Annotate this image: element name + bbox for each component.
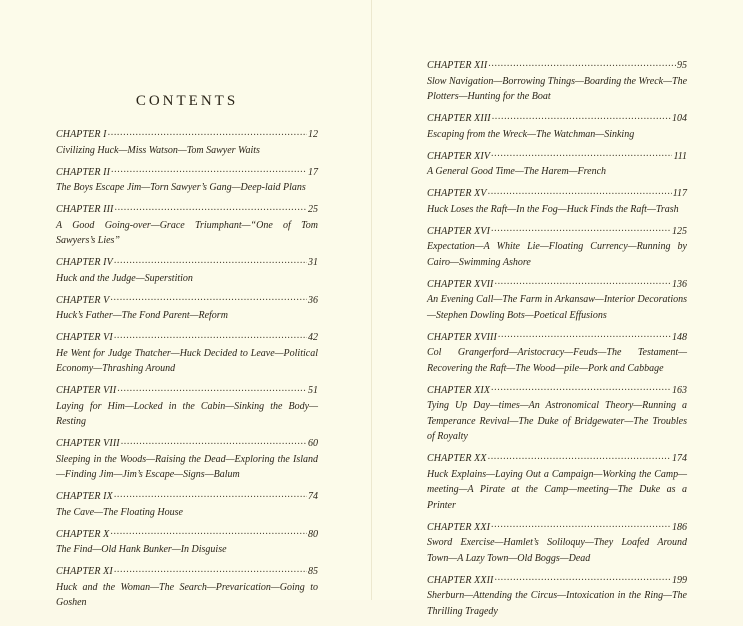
chapter-description: An Evening Call—The Farm in Arkansaw—Interior Decorations—Stephen Dowling Bots—Poetical Effusions [427, 294, 687, 321]
chapter-description: Huck’s Father—The Fond Parent—Reform [56, 310, 228, 321]
chapter-description: Escaping from the Wreck—The Watchman—Sinking [427, 128, 635, 140]
chapter-label: CHAPTER VIII [56, 438, 120, 449]
toc-entry[interactable] [427, 451, 687, 513]
chapter-label: CHAPTER IV [56, 257, 113, 268]
page-number: 12 [308, 129, 318, 140]
dot-leader [108, 127, 307, 137]
dot-leader [110, 293, 307, 303]
page-number: 51 [308, 385, 318, 396]
dot-leader [494, 573, 671, 583]
dot-leader [498, 330, 671, 340]
page-number: 199 [672, 574, 687, 586]
page-number: 60 [308, 438, 318, 449]
toc-entry[interactable] [427, 186, 687, 217]
book-gutter [371, 0, 372, 600]
contents-heading: CONTENTS [135, 93, 239, 109]
chapter-description: Civilizing Huck—Miss Watson—Tom Sawyer Waits [56, 144, 260, 156]
chapter-description: The Find—Old Hank Bunker—In Disguise [56, 544, 227, 555]
chapter-label: CHAPTER I [56, 129, 107, 140]
dot-leader [488, 58, 676, 68]
toc-entry[interactable] [427, 58, 687, 105]
dot-leader [121, 436, 307, 446]
toc-entry[interactable] [56, 330, 318, 377]
chapter-description: Expectation—A White Lie—Floating Currency—Running by Cairo—Swimming Ashore [427, 241, 687, 268]
chapter-description: Col Grangerford—Aristocracy—Feuds—The Testament—Recovering the Raft—The Wood—pile—Pork and Cabbage [427, 347, 687, 374]
chapter-description: Sword Exercise—Hamlet’s Soliloquy—They Loafed Around Town—A Lazy Town—Old Boggs—Dead [427, 537, 687, 564]
page-number: 111 [673, 150, 687, 162]
dot-leader [488, 451, 671, 461]
page-number: 42 [308, 332, 318, 343]
toc-entry[interactable] [56, 293, 318, 324]
dot-leader [491, 383, 671, 393]
page-number: 186 [672, 521, 687, 533]
chapter-description: Huck Loses the Raft—In the Fog—Huck Finds the Raft—Trash [427, 203, 679, 215]
chapter-label: CHAPTER V [56, 294, 110, 306]
chapter-label: CHAPTER XXII [427, 574, 494, 586]
toc-entry[interactable] [56, 383, 318, 430]
chapter-label: CHAPTER XV [427, 188, 487, 199]
page-number: 104 [672, 113, 687, 124]
toc-entry[interactable] [56, 255, 318, 286]
dot-leader [491, 224, 671, 234]
chapter-label: CHAPTER XIV [427, 150, 491, 162]
dot-leader [114, 255, 307, 265]
dot-leader [114, 564, 307, 574]
dot-leader [114, 330, 307, 340]
page-number: 163 [672, 384, 687, 396]
chapter-description: Huck Explains—Laying Out a Campaign—Working the Camp—meeting—A Pirate at the Camp—meeting—The Duke as a Printer [427, 468, 687, 511]
chapter-label: CHAPTER XVIII [427, 331, 497, 343]
dot-leader [114, 202, 307, 212]
chapter-label: CHAPTER III [56, 204, 114, 215]
page-number: 17 [308, 166, 318, 178]
chapter-label: CHAPTER X [56, 528, 110, 540]
left-page-toc [56, 127, 318, 617]
page-number: 136 [672, 278, 687, 290]
chapter-label: CHAPTER XI [56, 566, 113, 577]
toc-entry[interactable] [56, 527, 318, 558]
page-number: 95 [677, 60, 687, 71]
toc-entry[interactable] [427, 520, 687, 567]
chapter-label: CHAPTER XVI [427, 225, 491, 237]
chapter-label: CHAPTER II [56, 166, 111, 178]
chapter-label: CHAPTER XVII [427, 278, 494, 290]
dot-leader [494, 277, 671, 287]
page-number: 148 [672, 331, 687, 343]
toc-entry[interactable] [56, 564, 318, 611]
chapter-description: The Cave—The Floating House [56, 506, 183, 518]
toc-entry[interactable] [427, 277, 687, 324]
page-number: 85 [308, 566, 318, 577]
chapter-label: CHAPTER XIII [427, 113, 491, 124]
toc-entry[interactable] [56, 202, 318, 249]
dot-leader [111, 165, 307, 175]
chapter-label: CHAPTER IX [56, 491, 113, 502]
dot-leader [110, 527, 307, 537]
chapter-label: CHAPTER XII [427, 60, 488, 71]
dot-leader [114, 489, 307, 499]
chapter-description: Laying for Him—Locked in the Cabin—Sinking the Body—Resting [56, 400, 318, 427]
chapter-label: CHAPTER XXI [427, 521, 491, 533]
chapter-description: Sleeping in the Woods—Raising the Dead—Exploring the Island—Finding Jim—Jim’s Escape—Signs—Balum [56, 453, 318, 480]
chapter-description: Sherburn—Attending the Circus—Intoxication in the Ring—The Thrilling Tragedy [427, 590, 687, 617]
right-page-toc [427, 58, 687, 626]
chapter-description: Huck and the Woman—The Search—Prevarication—Going to Goshen [56, 581, 318, 608]
page-number: 31 [308, 257, 318, 268]
page-number: 36 [308, 294, 318, 306]
page-number: 125 [672, 225, 687, 237]
page-number: 25 [308, 204, 318, 215]
page-number: 74 [308, 491, 318, 502]
chapter-label: CHAPTER XIX [427, 384, 491, 396]
page-number: 117 [672, 188, 687, 199]
toc-entry[interactable] [56, 127, 318, 158]
chapter-description: Slow Navigation—Borrowing Things—Boarding the Wreck—The Plotters—Hunting for the Boat [427, 75, 688, 102]
chapter-description: A Good Going-over—Grace Triumphant—“One of Tom Sawyers’s Lies” [56, 219, 318, 246]
dot-leader [491, 520, 671, 530]
dot-leader [492, 111, 671, 121]
dot-leader [488, 186, 672, 196]
chapter-label: CHAPTER VI [56, 332, 113, 343]
toc-entry[interactable] [56, 165, 318, 196]
toc-entry[interactable] [427, 330, 687, 377]
toc-entry[interactable] [56, 489, 318, 520]
toc-entry[interactable] [427, 573, 687, 620]
toc-entry[interactable] [427, 383, 687, 445]
toc-entry[interactable] [56, 436, 318, 483]
dot-leader [491, 149, 672, 159]
toc-entry[interactable] [427, 224, 687, 271]
chapter-description: A General Good Time—The Harem—French [427, 166, 607, 177]
page-number: 80 [308, 528, 318, 540]
dot-leader [117, 383, 307, 393]
chapter-label: CHAPTER VII [56, 385, 117, 396]
toc-entry[interactable] [427, 111, 687, 142]
chapter-description: He Went for Judge Thatcher—Huck Decided to Leave—Political Economy—Thrashing Around [56, 347, 318, 374]
chapter-description: The Boys Escape Jim—Torn Sawyer’s Gang—Deep-laid Plans [56, 182, 306, 193]
chapter-description: Huck and the Judge—Superstition [56, 272, 193, 284]
toc-entry[interactable] [427, 149, 687, 180]
chapter-description: Tying Up Day—times—An Astronomical Theory—Running a Temperance Revival—The Duke of Bridgewater—The Troubles of Royalty [427, 400, 687, 442]
page-number: 174 [672, 453, 687, 464]
chapter-label: CHAPTER XX [427, 453, 487, 464]
